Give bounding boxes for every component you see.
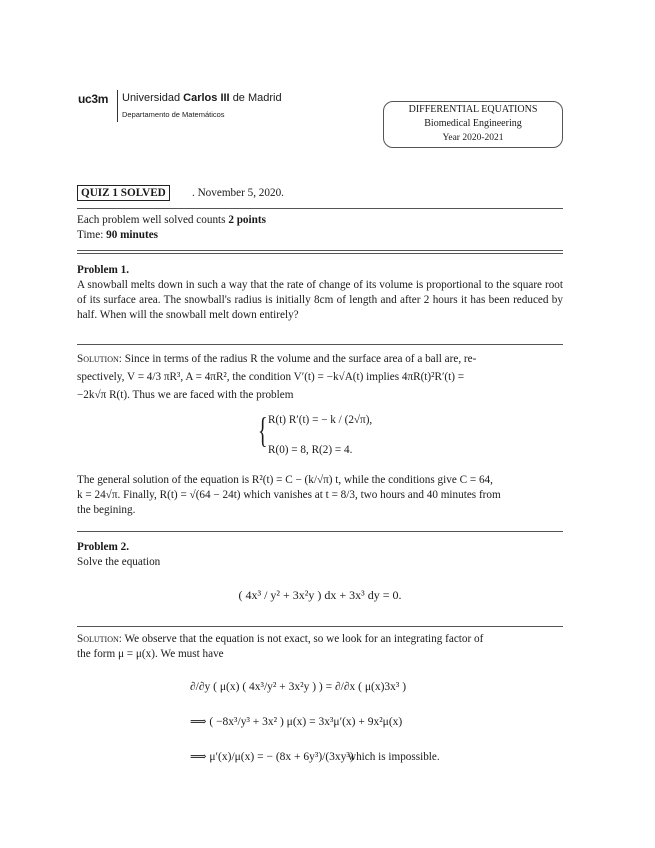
eq-line3-note: which is impossible. (348, 751, 440, 763)
instr2-bold: 90 minutes (106, 229, 159, 241)
university-bold: Carlos III (183, 92, 230, 104)
general-line1: The general solution of the equation is R²(t) = C − (k/√π) t, while the conditions give C = 64, (77, 474, 493, 486)
problem1-title: Problem 1. (77, 264, 129, 276)
university-suffix: de Madrid (232, 92, 282, 104)
brace-icon: { (258, 410, 268, 450)
instr2-text: Time: (77, 229, 107, 241)
system-eq1: R(t) R′(t) = − k / (2√π), (268, 414, 373, 426)
instructions (77, 213, 563, 243)
eq-line1: ∂/∂y ( μ(x) ( 4x³/y² + 3x²y ) ) = ∂/∂x ( μ(x)3x³ ) (190, 681, 407, 693)
solution1-label: Solution: (77, 353, 122, 365)
rule-p1-end (77, 531, 563, 532)
problem2-title: Problem 2. (77, 541, 129, 553)
solution1-line1: Since in terms of the radius R the volume and the surface area of a ball are, re- (124, 353, 477, 365)
program-name: Biomedical Engineering (424, 118, 522, 129)
uc3m-logo: uc3m (78, 92, 109, 106)
general-line2: k = 24√π. Finally, R(t) = √(64 − 24t) which vanishes at t = 8/3, two hours and 40 minutes from (77, 489, 501, 501)
rule-p1 (77, 344, 563, 345)
solution1 (77, 350, 563, 404)
university-name (122, 91, 282, 106)
department-name: Departamento de Matemáticos (122, 110, 225, 119)
general-line3: the begining. (77, 504, 136, 516)
eq-line2: ⟹ ( −8x³/y³ + 3x² ) μ(x) = 3x³μ′(x) + 9x²μ(x) (190, 716, 403, 728)
quiz-label: QUIZ 1 SOLVED (77, 185, 170, 201)
rule-double-b (77, 253, 563, 254)
eq-line3: ⟹ μ′(x)/μ(x) = − (8x + 6y³)/(3xy³) (190, 751, 354, 763)
solution2-line2: the form μ = μ(x). We must have (77, 648, 224, 660)
course-box (383, 101, 563, 148)
rule-top (77, 208, 563, 209)
quiz-date: . November 5, 2020. (192, 187, 284, 199)
logo-divider (117, 90, 118, 122)
university-prefix: Universidad (122, 92, 181, 104)
system-eq2: R(0) = 8, R(2) = 4. (268, 444, 353, 456)
problem2-equation: ( 4x³ / y² + 3x²y ) dx + 3x³ dy = 0. (238, 588, 402, 602)
general-solution (77, 473, 563, 518)
course-title: DIFFERENTIAL EQUATIONS (408, 104, 538, 115)
solution2-line1: We observe that the equation is not exact, so we look for an integrating factor of (124, 633, 484, 645)
academic-year: Year 2020-2021 (442, 133, 504, 143)
instr1-text: Each problem well solved counts (77, 214, 229, 226)
problem1 (77, 263, 563, 323)
solution1-line2: spectively, V = 4/3 πR³, A = 4πR², the condition V′(t) = −k√A(t) implies 4πR(t)²R′(t) = (77, 371, 465, 383)
rule-double-a (77, 250, 563, 251)
solution1-line3: −2k√π R(t). Thus we are faced with the problem (77, 389, 294, 401)
problem2-statement: Solve the equation (77, 556, 161, 568)
problem2 (77, 540, 563, 570)
rule-p2 (77, 626, 563, 627)
problem1-statement: A snowball melts down in such a way that the rate of change of its volume is proportional to the square root of its surface area. The snowball's radius is initially 8cm of length and after 2 hours it has been reduced by half. When will the snowball melt down entirely? (77, 279, 563, 321)
solution2 (77, 632, 563, 662)
instr1-bold: 2 points (228, 214, 266, 226)
solution2-label: Solution: (77, 633, 122, 645)
